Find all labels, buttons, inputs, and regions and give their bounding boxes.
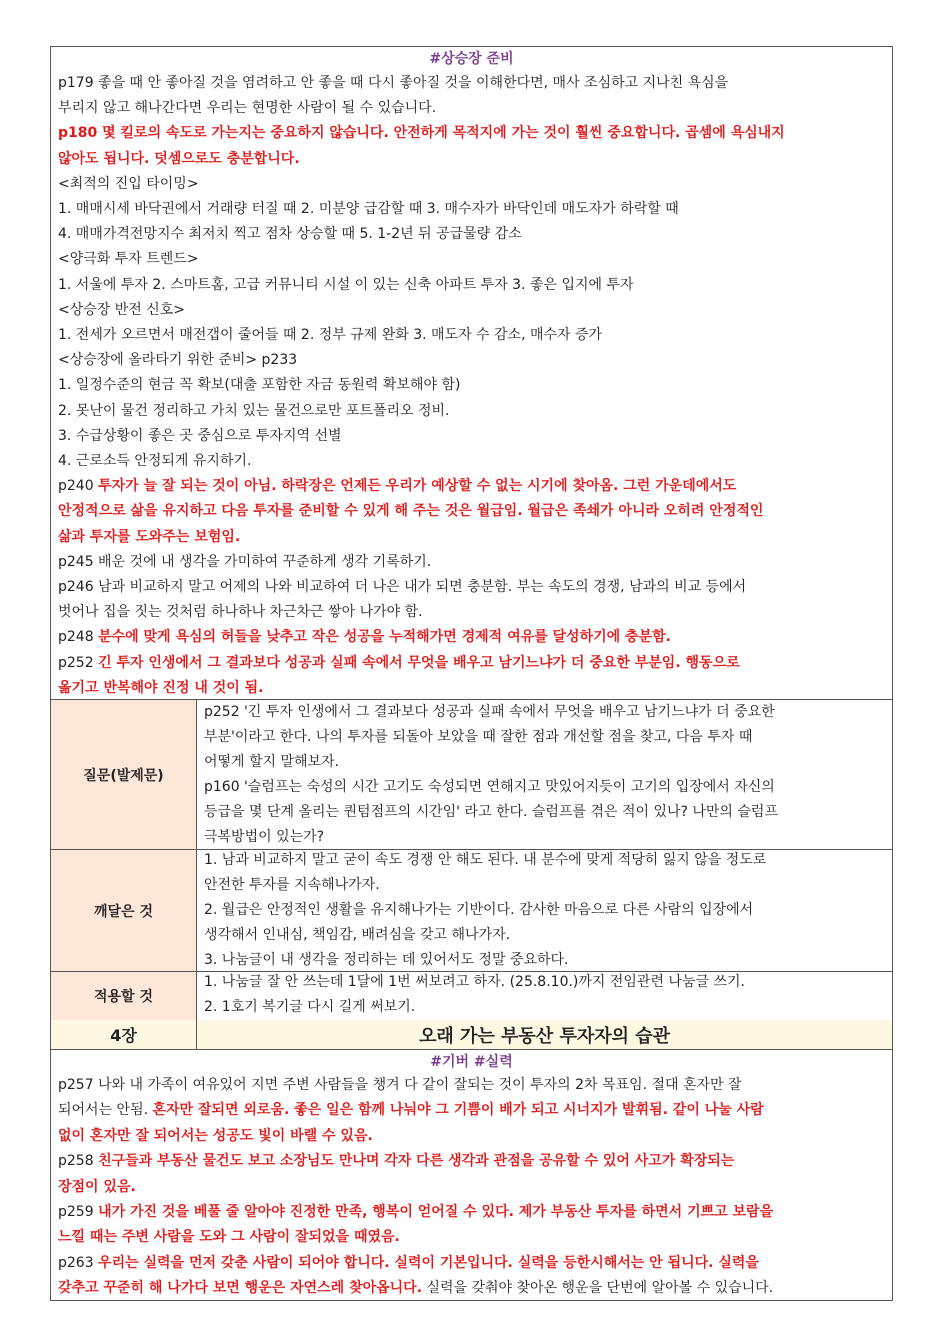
text-line [58,676,264,701]
highlighted-text: 긴 투자 인생에서 그 결과보다 성공과 실패 속에서 무엇을 배우고 남기느냐가 더 중요한 부분임. 행동으로 [98,654,740,671]
cell-line: 2. 월급은 안정적인 생활을 유지해나가는 기반이다. 감사한 마음으로 다른 사람의 입장에서 [204,902,754,918]
cell-line: 등급을 몇 단계 올리는 퀀텀점프의 시간임' 라고 한다. 슬럼프를 겪은 적이 있나? 나만의 슬럼프 [204,804,778,820]
highlighted-text: 않아도 됩니다. 덧셈으로도 충분합니다. [58,150,300,167]
text-line [58,222,522,247]
text-line [58,399,450,424]
text-line [58,1175,136,1200]
body-text: 2. 못난이 물건 정리하고 가치 있는 물건으로만 포트폴리오 정비. [58,402,450,419]
text-line [58,600,423,625]
apply-row [51,972,892,1021]
text-line [58,1073,742,1098]
body-text: 벗어나 집을 짓는 것처럼 하나하나 차근차근 쌓아 나가야 함. [58,604,423,621]
text-line [58,1276,773,1301]
text-line [58,424,342,449]
cell-line: 생각해서 인내심, 책임감, 배려심을 갖고 해나가자. [204,927,511,943]
realized-row [51,850,892,972]
text-line [58,147,300,172]
apply-label: 적용할 것 [51,972,197,1020]
section2-hashtag: #기버 #실력 [430,1054,513,1070]
text-line [58,1149,734,1174]
body-text: 4. 근로소득 안정되게 유지하기. [58,453,252,469]
document-page [50,46,893,1301]
text-line [58,625,671,650]
cell-line: p160 '슬럼프는 숙성의 시간 고기도 숙성되면 연해지고 맛있어지듯이 고기의 입장에서 자신의 [204,779,775,795]
highlighted-text: 삶과 투자를 도와주는 보험임. [58,528,241,545]
text-line [58,323,602,348]
text-line [58,651,740,676]
body-text: p245 배운 것에 내 생각을 가미하여 꾸준하게 생각 기록하기. [58,553,432,570]
cell-line: 안전한 투자를 지속해나가자. [204,877,380,893]
body-text: p240 [58,478,99,495]
highlighted-text: p180 몇 킬로의 속도로 가는지는 중요하지 않습니다. 안전하게 목적지에 가는 것이 훨씬 중요합니다. 곱셈에 욕심내지 [58,125,785,142]
body-text: p248 [58,629,99,646]
highlighted-text: 분수에 맞게 욕심의 허들을 낮추고 작은 성공을 누적해가면 경제적 여유를 달성하기에 충분함. [98,629,671,646]
text-line [58,298,185,323]
cell-line: 2. 1호기 복기글 다시 길게 써보기. [204,999,416,1015]
chapter-title: 오래 가는 부동산 투자자의 습관 [418,1025,671,1047]
text-line [58,474,736,499]
body-text: 실력을 갖춰야 찾아온 행운을 단번에 알아볼 수 있습니다. [422,1280,774,1297]
body-text: 4. 매매가격전망지수 최저치 찍고 점차 상승할 때 5. 1-2년 뒤 공급물량 감소 [58,226,522,243]
body-text: 부리지 않고 해나간다면 우리는 현명한 사람이 될 수 있습니다. [58,100,437,117]
body-text: 되어서는 안됨. [58,1102,153,1119]
cell-line: 1. 남과 비교하지 말고 굳이 속도 경쟁 안 해도 된다. 내 분수에 맞게 적당히 잃지 않을 정도로 [204,852,767,868]
text-line [58,1124,373,1149]
highlighted-text: 내가 가진 것을 베풀 줄 알아야 진정한 만족, 행복이 얻어질 수 있다. 제가 부동산 투자를 하면서 기쁘고 보람을 [98,1204,774,1220]
text-line [58,525,240,550]
body-text: <상승장에 올라타기 위한 준비> p233 [58,352,298,369]
body-text: p246 남과 비교하지 말고 어제의 나와 비교하여 더 나은 내가 되면 충분함. 부는 속도의 경쟁, 남과의 비교 등에서 [58,579,747,595]
body-text: p179 좋을 때 안 좋아질 것을 염려하고 안 좋을 때 다시 좋아질 것을 이해한다면, 매사 조심하고 지나친 욕심을 [58,75,729,91]
text-line [58,247,199,272]
chapter-header [51,1020,892,1050]
section1-hashtag: #상승장 준비 [429,51,514,67]
body-text: p258 [58,1153,99,1170]
question-content [197,700,892,849]
body-text: <상승장 반전 신호> [58,301,186,318]
body-text: <양극화 투자 트렌드> [58,251,199,268]
highlighted-text: 옮기고 반복해야 진정 내 것이 됨. [58,679,264,696]
cell-line: p252 '긴 투자 인생에서 그 결과보다 성공과 실패 속에서 무엇을 배우고 남기느냐가 더 중요한 [204,704,775,720]
text-line [58,273,634,298]
cell-line: 3. 나눔글이 내 생각을 정리하는 데 있어서도 정말 중요하다. [204,952,569,968]
text-line [58,373,460,398]
cell-line: 극복방법이 있는가? [204,829,325,845]
text-line [58,1251,759,1276]
body-text: <최적의 진입 타이밍> [58,175,199,192]
text-line [58,1200,773,1225]
text-line [58,197,679,222]
question-row [51,700,892,850]
text-line [58,71,728,96]
apply-content [197,972,892,1020]
highlighted-text: 친구들과 부동산 물건도 보고 소장님도 만나며 각자 다른 생각과 관점을 공유할 수 있어 사고가 확장되는 [98,1153,735,1170]
text-line [58,172,199,197]
cell-line: 어떻게 할지 말해보자. [204,754,340,770]
text-line [58,1225,400,1250]
realized-content [197,850,892,971]
cell-line: 부분'이라고 한다. 나의 투자를 되돌아 보았을 때 잘한 점과 개선할 점을 찾고, 다음 투자 때 [204,729,753,745]
body-text: p263 [58,1254,99,1271]
highlighted-text: 안정적으로 삶을 유지하고 다음 투자를 준비할 수 있게 해 주는 것은 월급임. 월급은 족쇄가 아니라 오히려 안정적인 [58,503,764,520]
body-text: 3. 수급상황이 좋은 곳 중심으로 투자지역 선별 [58,427,342,444]
realized-label: 깨달은 것 [51,850,197,971]
highlighted-text: 장점이 있음. [58,1178,136,1195]
text-line [58,550,431,575]
highlighted-text: 투자가 늘 잘 되는 것이 아님. 하락장은 언제든 우리가 예상할 수 없는 시기에 찾아옴. 그런 가운데에서도 [98,478,737,495]
body-text: 1. 서울에 투자 2. 스마트홈, 고급 커뮤니티 시설 이 있는 신축 아파트 투자 3. 좋은 입지에 투자 [58,276,634,293]
text-line [58,1098,764,1123]
body-text: 1. 매매시세 바닥권에서 거래량 터질 때 2. 미분양 급감할 때 3. 매수자가 바닥인데 매도자가 하락할 때 [58,201,679,217]
text-line [58,121,785,146]
highlighted-text: 느낄 때는 주변 사람을 도와 그 사람이 잘되었을 때였음. [58,1229,400,1246]
body-text: 1. 일정수준의 현금 꼭 확보(대출 포함한 자금 동원력 확보해야 함) [58,377,461,394]
chapter-number: 4장 [51,1020,197,1049]
text-line [58,449,251,474]
body-text: p252 [58,654,99,671]
text-line [58,348,297,373]
highlighted-text: 우리는 실력을 먼저 갖춘 사람이 되어야 합니다. 실력이 기본입니다. 실력을 등한시해서는 안 됩니다. 실력을 [98,1254,759,1271]
text-line [58,575,746,600]
highlighted-text: 없이 혼자만 잘 되어서는 성공도 빛이 바랠 수 있음. [58,1127,373,1144]
text-line [58,96,436,121]
question-label: 질문(발제문) [51,700,197,849]
highlighted-text: 혼자만 잘되면 외로움. 좋은 일은 함께 나눠야 그 기쁨이 배가 되고 시너지가 발휘됨. 같이 나눌 사람 [152,1102,764,1119]
body-text: 1. 전세가 오르면서 매전갭이 줄어들 때 2. 정부 규제 완화 3. 매도자 수 감소, 매수자 증가 [58,327,603,343]
cell-line: 1. 나눔글 잘 안 쓰는데 1달에 1번 써보려고 하자. (25.8.10.)까지 전임관련 나눔글 쓰기. [204,974,745,990]
body-text: p257 나와 내 가족이 여유있어 지면 주변 사람들을 챙겨 다 같이 잘되는 것이 투자의 2차 목표임. 절대 혼자만 잘 [58,1077,742,1093]
body-text: p259 [58,1204,99,1220]
text-line [58,499,763,524]
reflection-table [51,699,892,1015]
highlighted-text: 갖추고 꾸준히 해 나가다 보면 행운은 자연스레 찾아옵니다. [58,1280,423,1297]
